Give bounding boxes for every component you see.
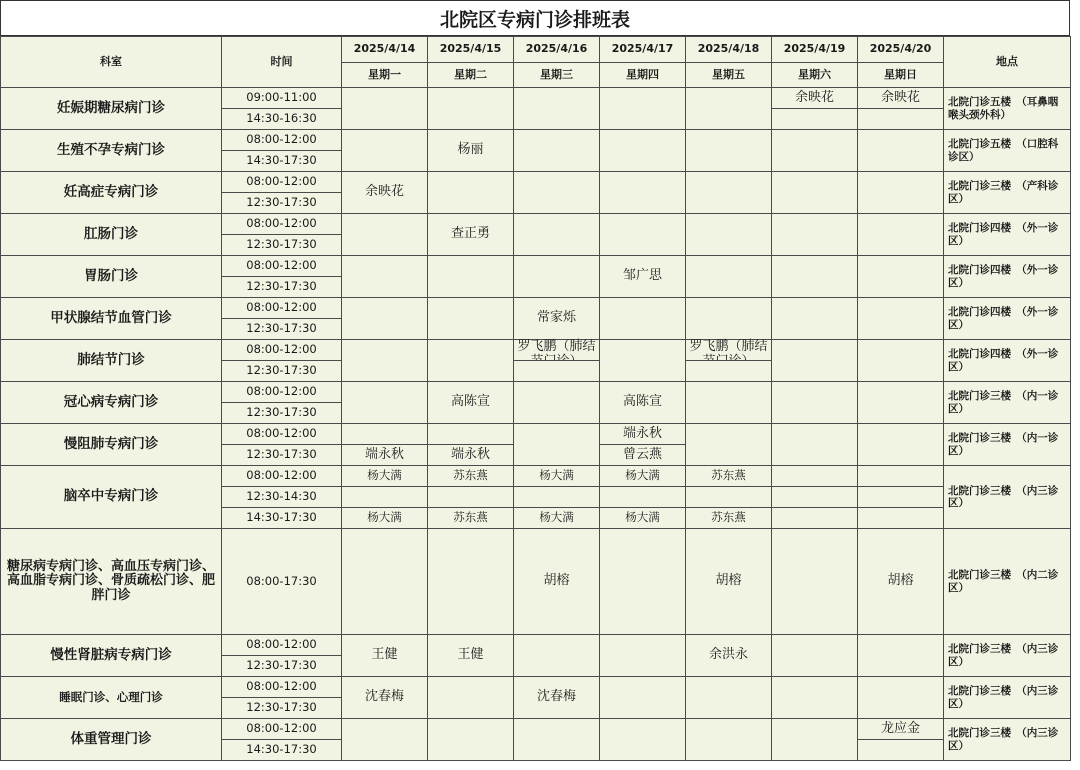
department-name: 妊娠期糖尿病门诊 — [0, 87, 222, 130]
doctor-name: 邹广思 — [599, 255, 686, 298]
time-slot: 08:00-12:00 — [221, 423, 342, 445]
empty-cell — [771, 528, 858, 635]
doctor-name: 杨丽 — [427, 129, 514, 172]
empty-cell — [685, 360, 772, 382]
location: 北院门诊三楼 （内三诊区） — [943, 634, 1071, 677]
empty-cell — [857, 129, 944, 172]
header-weekday: 星期一 — [341, 62, 428, 88]
doctor-name: 余映花 — [857, 87, 944, 109]
time-slot: 08:00-12:00 — [221, 255, 342, 277]
empty-cell — [427, 171, 514, 214]
doctor-name: 苏东燕 — [685, 507, 772, 529]
time-slot: 14:30-17:30 — [221, 150, 342, 172]
department-name: 体重管理门诊 — [0, 718, 222, 761]
department-name: 肛肠门诊 — [0, 213, 222, 256]
empty-cell — [513, 255, 600, 298]
location: 北院门诊三楼 （内二诊区） — [943, 528, 1071, 635]
location: 北院门诊三楼 （内三诊区） — [943, 465, 1071, 529]
empty-cell — [857, 423, 944, 466]
empty-cell — [857, 634, 944, 677]
doctor-name: 端永秋 — [599, 423, 686, 445]
header-date: 2025/4/15 — [427, 36, 514, 63]
empty-cell — [771, 129, 858, 172]
empty-cell — [427, 423, 514, 445]
empty-cell — [685, 486, 772, 508]
header-weekday: 星期六 — [771, 62, 858, 88]
empty-cell — [599, 213, 686, 256]
header-date: 2025/4/17 — [599, 36, 686, 63]
header-date: 2025/4/18 — [685, 36, 772, 63]
time-slot: 12:30-17:30 — [221, 402, 342, 424]
empty-cell — [685, 381, 772, 424]
header-weekday: 星期三 — [513, 62, 600, 88]
doctor-name: 杨大满 — [513, 465, 600, 487]
empty-cell — [427, 297, 514, 340]
empty-cell — [771, 381, 858, 424]
empty-cell — [685, 171, 772, 214]
location: 北院门诊五楼 （耳鼻咽喉头颈外科） — [943, 87, 1071, 130]
empty-cell — [513, 634, 600, 677]
doctor-name: 苏东燕 — [427, 465, 514, 487]
empty-cell — [857, 507, 944, 529]
empty-cell — [771, 507, 858, 529]
empty-cell — [857, 108, 944, 130]
header-dept: 科室 — [0, 36, 222, 88]
empty-cell — [341, 255, 428, 298]
empty-cell — [771, 423, 858, 466]
empty-cell — [599, 634, 686, 677]
location: 北院门诊四楼 （外一诊区） — [943, 297, 1071, 340]
empty-cell — [771, 634, 858, 677]
time-slot: 12:30-17:30 — [221, 234, 342, 256]
department-name: 妊高症专病门诊 — [0, 171, 222, 214]
location: 北院门诊四楼 （外一诊区） — [943, 255, 1071, 298]
empty-cell — [513, 129, 600, 172]
empty-cell — [771, 213, 858, 256]
doctor-name: 龙应金 — [857, 718, 944, 740]
empty-cell — [771, 108, 858, 130]
time-slot: 14:30-17:30 — [221, 739, 342, 761]
empty-cell — [427, 676, 514, 719]
doctor-name: 王健 — [427, 634, 514, 677]
doctor-name: 高陈宣 — [599, 381, 686, 424]
doctor-name: 曾云燕 — [599, 444, 686, 466]
empty-cell — [599, 528, 686, 635]
time-slot: 14:30-16:30 — [221, 108, 342, 130]
header-date: 2025/4/16 — [513, 36, 600, 63]
empty-cell — [771, 297, 858, 340]
empty-cell — [771, 486, 858, 508]
empty-cell — [341, 87, 428, 130]
doctor-name: 余映花 — [341, 171, 428, 214]
location: 北院门诊三楼 （内一诊区） — [943, 381, 1071, 424]
empty-cell — [771, 676, 858, 719]
doctor-name: 查正勇 — [427, 213, 514, 256]
time-slot: 12:30-17:30 — [221, 318, 342, 340]
empty-cell — [341, 528, 428, 635]
doctor-name: 胡榕 — [685, 528, 772, 635]
empty-cell — [513, 381, 600, 424]
header-location: 地点 — [943, 36, 1071, 88]
department-name: 睡眠门诊、心理门诊 — [0, 676, 222, 719]
empty-cell — [599, 339, 686, 382]
location: 北院门诊三楼 （产科诊区） — [943, 171, 1071, 214]
header-date: 2025/4/19 — [771, 36, 858, 63]
time-slot: 12:30-14:30 — [221, 486, 342, 508]
location: 北院门诊五楼 （口腔科诊区） — [943, 129, 1071, 172]
time-slot: 12:30-17:30 — [221, 444, 342, 466]
empty-cell — [513, 486, 600, 508]
time-slot: 08:00-12:00 — [221, 381, 342, 403]
time-slot: 08:00-12:00 — [221, 634, 342, 656]
empty-cell — [599, 486, 686, 508]
location: 北院门诊四楼 （外一诊区） — [943, 339, 1071, 382]
empty-cell — [427, 255, 514, 298]
empty-cell — [857, 171, 944, 214]
empty-cell — [857, 213, 944, 256]
empty-cell — [427, 528, 514, 635]
page-title: 北院区专病门诊排班表 — [0, 0, 1070, 36]
empty-cell — [427, 339, 514, 382]
empty-cell — [513, 718, 600, 761]
time-slot: 09:00-11:00 — [221, 87, 342, 109]
department-name: 慢性肾脏病专病门诊 — [0, 634, 222, 677]
time-slot: 12:30-17:30 — [221, 697, 342, 719]
time-slot: 12:30-17:30 — [221, 360, 342, 382]
doctor-name: 胡榕 — [513, 528, 600, 635]
time-slot: 08:00-12:00 — [221, 297, 342, 319]
empty-cell — [341, 718, 428, 761]
time-slot: 08:00-12:00 — [221, 676, 342, 698]
empty-cell — [341, 486, 428, 508]
doctor-name: 沈春梅 — [513, 676, 600, 719]
empty-cell — [857, 255, 944, 298]
empty-cell — [685, 423, 772, 466]
empty-cell — [599, 87, 686, 130]
header-date: 2025/4/14 — [341, 36, 428, 63]
empty-cell — [513, 360, 600, 382]
time-slot: 08:00-17:30 — [221, 528, 342, 635]
doctor-name: 杨大满 — [341, 465, 428, 487]
department-name: 慢阻肺专病门诊 — [0, 423, 222, 466]
empty-cell — [685, 676, 772, 719]
empty-cell — [857, 486, 944, 508]
empty-cell — [857, 381, 944, 424]
location: 北院门诊三楼 （内三诊区） — [943, 718, 1071, 761]
empty-cell — [341, 339, 428, 382]
doctor-name: 端永秋 — [427, 444, 514, 466]
empty-cell — [341, 297, 428, 340]
time-slot: 08:00-12:00 — [221, 129, 342, 151]
empty-cell — [513, 213, 600, 256]
empty-cell — [427, 87, 514, 130]
empty-cell — [771, 339, 858, 382]
time-slot: 14:30-17:30 — [221, 507, 342, 529]
empty-cell — [513, 423, 600, 466]
time-slot: 08:00-12:00 — [221, 465, 342, 487]
empty-cell — [685, 129, 772, 172]
empty-cell — [513, 171, 600, 214]
header-weekday: 星期二 — [427, 62, 514, 88]
doctor-name: 沈春梅 — [341, 676, 428, 719]
empty-cell — [685, 255, 772, 298]
empty-cell — [857, 676, 944, 719]
empty-cell — [599, 718, 686, 761]
doctor-name: 杨大满 — [513, 507, 600, 529]
empty-cell — [771, 718, 858, 761]
doctor-name: 余映花 — [771, 87, 858, 109]
doctor-name: 苏东燕 — [427, 507, 514, 529]
department-name: 生殖不孕专病门诊 — [0, 129, 222, 172]
doctor-name: 胡榕 — [857, 528, 944, 635]
empty-cell — [513, 87, 600, 130]
empty-cell — [341, 213, 428, 256]
time-slot: 08:00-12:00 — [221, 718, 342, 740]
empty-cell — [427, 486, 514, 508]
department-name: 脑卒中专病门诊 — [0, 465, 222, 529]
empty-cell — [685, 213, 772, 256]
department-name: 甲状腺结节血管门诊 — [0, 297, 222, 340]
time-slot: 08:00-12:00 — [221, 339, 342, 361]
time-slot: 12:30-17:30 — [221, 655, 342, 677]
header-time: 时间 — [221, 36, 342, 88]
department-name: 胃肠门诊 — [0, 255, 222, 298]
time-slot: 08:00-12:00 — [221, 171, 342, 193]
empty-cell — [857, 297, 944, 340]
department-name: 冠心病专病门诊 — [0, 381, 222, 424]
doctor-name: 杨大满 — [599, 507, 686, 529]
doctor-name: 罗飞鹏（肺结 — [513, 339, 600, 361]
empty-cell — [685, 297, 772, 340]
location: 北院门诊三楼 （内三诊区） — [943, 676, 1071, 719]
empty-cell — [771, 255, 858, 298]
header-weekday: 星期五 — [685, 62, 772, 88]
doctor-name: 常家烁 — [513, 297, 600, 340]
empty-cell — [857, 339, 944, 382]
empty-cell — [685, 87, 772, 130]
doctor-name: 王健 — [341, 634, 428, 677]
time-slot: 08:00-12:00 — [221, 213, 342, 235]
empty-cell — [427, 718, 514, 761]
header-weekday: 星期日 — [857, 62, 944, 88]
empty-cell — [857, 739, 944, 761]
doctor-name: 端永秋 — [341, 444, 428, 466]
empty-cell — [771, 465, 858, 487]
empty-cell — [341, 129, 428, 172]
department-name: 肺结节门诊 — [0, 339, 222, 382]
empty-cell — [857, 465, 944, 487]
doctor-name: 高陈宣 — [427, 381, 514, 424]
empty-cell — [685, 718, 772, 761]
doctor-name: 苏东燕 — [685, 465, 772, 487]
doctor-name: 余洪永 — [685, 634, 772, 677]
doctor-name: 杨大满 — [599, 465, 686, 487]
empty-cell — [599, 297, 686, 340]
empty-cell — [341, 423, 428, 445]
time-slot: 12:30-17:30 — [221, 192, 342, 214]
department-name: 糖尿病专病门诊、高血压专病门诊、高血脂专病门诊、骨质疏松门诊、肥胖门诊 — [0, 528, 222, 635]
time-slot: 12:30-17:30 — [221, 276, 342, 298]
location: 北院门诊三楼 （内一诊区） — [943, 423, 1071, 466]
header-weekday: 星期四 — [599, 62, 686, 88]
empty-cell — [599, 676, 686, 719]
empty-cell — [599, 129, 686, 172]
empty-cell — [599, 171, 686, 214]
empty-cell — [341, 381, 428, 424]
doctor-name: 杨大满 — [341, 507, 428, 529]
location: 北院门诊四楼 （外一诊区） — [943, 213, 1071, 256]
doctor-name: 罗飞鹏（肺结 — [685, 339, 772, 361]
header-date: 2025/4/20 — [857, 36, 944, 63]
empty-cell — [771, 171, 858, 214]
